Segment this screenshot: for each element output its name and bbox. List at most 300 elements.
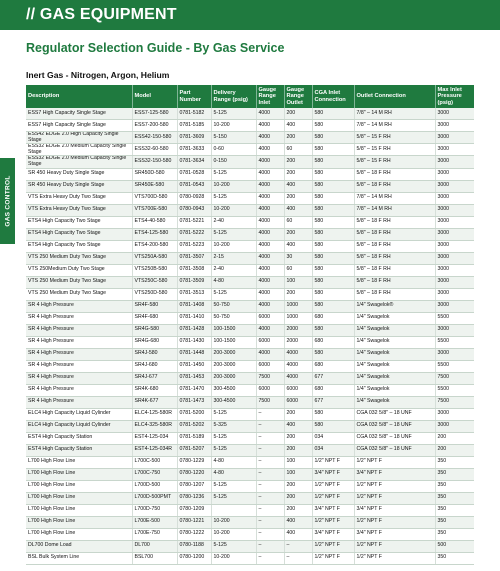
table-cell: ETS4-200-580 — [132, 240, 177, 252]
table-row — [26, 156, 474, 168]
table-row — [26, 348, 474, 360]
table-cell: 0-150 — [211, 156, 256, 168]
table-cell: 580 — [312, 192, 354, 204]
table-cell: 4000 — [284, 348, 312, 360]
table-cell: 0780-1236 — [177, 492, 211, 504]
table-cell: 580 — [312, 420, 354, 432]
table-cell: 10-200 — [211, 120, 256, 132]
table-cell: 350 — [435, 480, 474, 492]
table-cell: – — [256, 528, 284, 540]
table-cell: 5/8" – 18 F RH — [354, 228, 435, 240]
column-header: Max Inlet Pressure (psig) — [435, 85, 474, 108]
table-cell: 7/8" – 14 M RH — [354, 120, 435, 132]
table-cell: 5/8" – 18 F RH — [354, 240, 435, 252]
table-cell: 200 — [284, 432, 312, 444]
table-cell: 580 — [312, 180, 354, 192]
table-cell: DL700 — [132, 540, 177, 552]
table-cell: 0780-1221 — [177, 516, 211, 528]
table-cell: SR4F-580 — [132, 300, 177, 312]
table-cell: 034 — [312, 432, 354, 444]
table-cell: 3000 — [435, 108, 474, 120]
table-cell: VTS 250 Medium Duty Two Stage — [26, 276, 132, 288]
table-cell: 0781-3508 — [177, 264, 211, 276]
table-cell: 2-40 — [211, 216, 256, 228]
table-cell — [211, 504, 256, 516]
table-cell: 350 — [435, 516, 474, 528]
table-cell: 5-150 — [211, 132, 256, 144]
table-cell: VTS250C-580 — [132, 276, 177, 288]
table-cell: L700 High Flow Line — [26, 456, 132, 468]
table-row — [26, 396, 474, 408]
table-cell: 2-40 — [211, 264, 256, 276]
table-cell: L700C-500 — [132, 456, 177, 468]
table-cell: 10-200 — [211, 240, 256, 252]
table-cell: 4000 — [256, 252, 284, 264]
table-row — [26, 252, 474, 264]
table-cell: 4000 — [256, 192, 284, 204]
side-tab — [0, 158, 15, 244]
table-cell: 3000 — [435, 156, 474, 168]
table-cell: 680 — [312, 312, 354, 324]
table-cell: 580 — [312, 408, 354, 420]
table-cell: 5500 — [435, 312, 474, 324]
table-cell: 5/8" – 18 F RH — [354, 216, 435, 228]
table-cell: 350 — [435, 504, 474, 516]
table-cell: 4000 — [256, 168, 284, 180]
table-row — [26, 180, 474, 192]
table-cell: 5/8" – 18 F RH — [354, 264, 435, 276]
table-cell: ESS32 EDGE 2.0 Medium Capacity Single Stage — [26, 144, 132, 156]
table-cell: 5500 — [435, 384, 474, 396]
table-cell: EST4-125-034R — [132, 444, 177, 456]
table-cell: 100-1500 — [211, 324, 256, 336]
header-row — [26, 85, 474, 108]
table-cell: 1000 — [284, 300, 312, 312]
column-header: Model — [132, 85, 177, 108]
table-row — [26, 516, 474, 528]
table-row — [26, 360, 474, 372]
table-cell: ESS7-200-580 — [132, 120, 177, 132]
table-cell: – — [256, 480, 284, 492]
table-row — [26, 480, 474, 492]
table-cell: – — [284, 540, 312, 552]
table-cell: 0781-3509 — [177, 276, 211, 288]
table-cell: 580 — [312, 348, 354, 360]
table-row — [26, 144, 474, 156]
table-cell: 0781-1450 — [177, 360, 211, 372]
table-cell: 1/4" Swagelok — [354, 360, 435, 372]
table-cell: CGA 032 5/8" – 18 UNF — [354, 432, 435, 444]
table-cell: 1/2" NPT F — [312, 516, 354, 528]
table-cell: ESS32 EDGE 2.0 Medium Capacity Single Stage — [26, 156, 132, 168]
table-cell: – — [256, 456, 284, 468]
table-cell: 3000 — [435, 228, 474, 240]
table-cell: VTS 250 Medium Duty Two Stage — [26, 252, 132, 264]
table-cell: 3000 — [435, 180, 474, 192]
table-cell: SR 4 High Pressure — [26, 312, 132, 324]
table-row — [26, 120, 474, 132]
table-cell: 1/2" NPT F — [354, 516, 435, 528]
table-cell: 4000 — [284, 372, 312, 384]
table-row — [26, 288, 474, 300]
table-cell: 3000 — [435, 408, 474, 420]
table-cell: 50-750 — [211, 300, 256, 312]
table-cell: 0780-1207 — [177, 480, 211, 492]
table-cell: VTS250A-580 — [132, 252, 177, 264]
table-cell: 580 — [312, 228, 354, 240]
table-cell: 30 — [284, 252, 312, 264]
table-cell: 1/2" NPT F — [312, 540, 354, 552]
table-cell: 5-125 — [211, 168, 256, 180]
table-cell: 5500 — [435, 336, 474, 348]
table-cell: 580 — [312, 300, 354, 312]
table-cell: L700E-500 — [132, 516, 177, 528]
column-header: CGA Inlet Connection — [312, 85, 354, 108]
table-cell: 5/8" – 15 F RH — [354, 156, 435, 168]
table-cell: SR 4 High Pressure — [26, 384, 132, 396]
table-cell: 2000 — [284, 336, 312, 348]
table-cell: 10-200 — [211, 204, 256, 216]
table-cell: SR 4 High Pressure — [26, 324, 132, 336]
table-cell: 60 — [284, 216, 312, 228]
table-cell: L700 High Flow Line — [26, 468, 132, 480]
table-cell: 10-200 — [211, 552, 256, 564]
table-cell: 2-15 — [211, 252, 256, 264]
table-cell: 200 — [284, 132, 312, 144]
table-cell: 4000 — [256, 108, 284, 120]
table-cell: 200-3000 — [211, 348, 256, 360]
table-row — [26, 540, 474, 552]
table-cell: 580 — [312, 120, 354, 132]
table-cell: 5/8" – 18 F RH — [354, 276, 435, 288]
table-cell: ELC4-325-580R — [132, 420, 177, 432]
table-cell: 580 — [312, 108, 354, 120]
table-cell: VTS700D-580 — [132, 192, 177, 204]
table-cell: 677 — [312, 372, 354, 384]
table-cell: SR450E-580 — [132, 180, 177, 192]
table-cell: 4000 — [256, 132, 284, 144]
table-cell: – — [256, 504, 284, 516]
table-cell: 5-125 — [211, 408, 256, 420]
table-cell: 580 — [312, 156, 354, 168]
table-body — [26, 108, 474, 564]
table-cell: ESS7-125-580 — [132, 108, 177, 120]
table-cell: 4000 — [256, 228, 284, 240]
table-cell: VTS 250Medium Duty Two Stage — [26, 264, 132, 276]
table-cell: ESS7 High Capacity Single Stage — [26, 108, 132, 120]
table-cell: 200 — [284, 504, 312, 516]
table-cell: 0780-0943 — [177, 204, 211, 216]
table-cell: SR 450 Heavy Duty Single Stage — [26, 180, 132, 192]
table-cell: CGA 032 5/8" – 18 UNF — [354, 420, 435, 432]
table-cell: ETS4-40-580 — [132, 216, 177, 228]
table-cell: ELC4-125-580R — [132, 408, 177, 420]
column-header: Gauge Range Outlet — [284, 85, 312, 108]
table-cell: 2000 — [284, 324, 312, 336]
table-cell: 1/4" Swagelok — [354, 336, 435, 348]
table-row — [26, 384, 474, 396]
table-cell: 100-1500 — [211, 336, 256, 348]
table-cell: 580 — [312, 132, 354, 144]
table-cell: L700 High Flow Line — [26, 492, 132, 504]
table-row — [26, 312, 474, 324]
table-cell: 5-125 — [211, 192, 256, 204]
column-header: Gauge Range Inlet — [256, 85, 284, 108]
table-cell: VTS 250 Medium Duty Two Stage — [26, 288, 132, 300]
table-cell: 4000 — [256, 240, 284, 252]
table-cell: 0781-3634 — [177, 156, 211, 168]
table-cell: 680 — [312, 336, 354, 348]
table-cell: 1/2" NPT F — [312, 456, 354, 468]
page-banner: // GAS EQUIPMENT — [0, 0, 500, 30]
table-cell: SR4F-680 — [132, 312, 177, 324]
table-cell: 0781-3513 — [177, 288, 211, 300]
table-cell: 0781-3609 — [177, 132, 211, 144]
column-header: Delivery Range (psig) — [211, 85, 256, 108]
table-cell: 350 — [435, 492, 474, 504]
table-cell: 7/8" – 14 M RH — [354, 192, 435, 204]
table-cell: 3/4" NPT F — [354, 528, 435, 540]
table-cell: 350 — [435, 468, 474, 480]
table-cell: 5/8" – 15 F RH — [354, 132, 435, 144]
table-cell: – — [256, 432, 284, 444]
table-cell: VTS250B-580 — [132, 264, 177, 276]
table-cell: 200 — [284, 156, 312, 168]
table-cell: SR 4 High Pressure — [26, 348, 132, 360]
table-cell: 4000 — [256, 216, 284, 228]
table-cell: 200 — [284, 228, 312, 240]
table-cell: 4000 — [256, 180, 284, 192]
table-row — [26, 324, 474, 336]
table-cell: 1/4" Swagelok — [354, 396, 435, 408]
table-cell: 4000 — [256, 264, 284, 276]
table-cell: 4000 — [256, 324, 284, 336]
table-cell: 1/4" Swagelok — [354, 324, 435, 336]
table-cell: 0780-1220 — [177, 468, 211, 480]
table-cell: 3/4" NPT F — [312, 528, 354, 540]
table-cell: 680 — [312, 360, 354, 372]
table-cell: 3000 — [435, 204, 474, 216]
table-cell: 6000 — [256, 336, 284, 348]
table-cell: 5-125 — [211, 492, 256, 504]
table-cell: 400 — [284, 180, 312, 192]
table-cell: 3000 — [435, 348, 474, 360]
table-cell: 0781-1410 — [177, 312, 211, 324]
table-cell: – — [256, 516, 284, 528]
table-row — [26, 216, 474, 228]
table-cell: EST4-125-034 — [132, 432, 177, 444]
table-cell: 400 — [284, 516, 312, 528]
table-cell: – — [256, 468, 284, 480]
table-row — [26, 108, 474, 120]
table-cell: 580 — [312, 276, 354, 288]
table-cell: 200 — [284, 480, 312, 492]
table-cell: 1/2" NPT F — [312, 552, 354, 564]
table-cell: 0781-5222 — [177, 228, 211, 240]
table-cell: 3000 — [435, 120, 474, 132]
table-cell: 10-200 — [211, 180, 256, 192]
table-cell: 0781-1408 — [177, 300, 211, 312]
table-cell: 400 — [284, 240, 312, 252]
table-cell: 7500 — [435, 372, 474, 384]
table-cell: 7500 — [435, 396, 474, 408]
table-cell: – — [256, 420, 284, 432]
table-cell: 4000 — [256, 156, 284, 168]
table-cell: SR 4 High Pressure — [26, 300, 132, 312]
table-cell: 4-80 — [211, 456, 256, 468]
table-cell: 400 — [284, 528, 312, 540]
table-cell: ESS32-150-580 — [132, 156, 177, 168]
table-row — [26, 468, 474, 480]
table-cell: 7/8" – 14 M RH — [354, 108, 435, 120]
table-cell: 1/2" NPT F — [354, 492, 435, 504]
table-row — [26, 552, 474, 564]
table-cell: 200 — [284, 444, 312, 456]
table-cell: 1/2" NPT F — [312, 480, 354, 492]
table-cell: 5/8" – 15 F RH — [354, 144, 435, 156]
table-cell: 3000 — [435, 300, 474, 312]
table-cell: SR4K-677 — [132, 396, 177, 408]
table-cell: 0781-1453 — [177, 372, 211, 384]
table-cell: 3000 — [435, 192, 474, 204]
table-cell: SR4J-677 — [132, 372, 177, 384]
table-cell: ELC4 High Capacity Liquid Cylinder — [26, 420, 132, 432]
table-cell: – — [256, 540, 284, 552]
table-cell: 1/4" Swagelok — [354, 372, 435, 384]
table-cell: 0781-5200 — [177, 408, 211, 420]
table-cell: 3000 — [435, 168, 474, 180]
table-cell: 0781-5202 — [177, 420, 211, 432]
table-cell: 3000 — [435, 276, 474, 288]
table-cell: 300-4500 — [211, 384, 256, 396]
table-cell: 4-80 — [211, 468, 256, 480]
table-cell: 5-125 — [211, 480, 256, 492]
table-cell: 5-125 — [211, 432, 256, 444]
table-cell: 5/8" – 18 F RH — [354, 180, 435, 192]
table-cell: 3/4" NPT F — [312, 504, 354, 516]
table-cell: ETS4 High Capacity Two Stage — [26, 228, 132, 240]
regulator-table — [26, 85, 474, 565]
table-cell: ETS4-125-580 — [132, 228, 177, 240]
table-row — [26, 300, 474, 312]
column-header: Description — [26, 85, 132, 108]
table-cell: 350 — [435, 456, 474, 468]
table-cell: 50-750 — [211, 312, 256, 324]
table-cell: 100 — [284, 456, 312, 468]
table-cell: 3/4" NPT F — [312, 468, 354, 480]
table-cell: – — [256, 408, 284, 420]
table-cell: 0781-5207 — [177, 444, 211, 456]
table-cell: 7500 — [256, 396, 284, 408]
table-cell: 3/4" NPT F — [354, 468, 435, 480]
table-cell: 0781-3507 — [177, 252, 211, 264]
table-cell: 6000 — [256, 360, 284, 372]
table-row — [26, 432, 474, 444]
table-cell: CGA 032 5/8" – 18 UNF — [354, 444, 435, 456]
table-cell: 3000 — [435, 288, 474, 300]
table-cell: 4000 — [256, 276, 284, 288]
table-cell: SR4G-580 — [132, 324, 177, 336]
table-cell: 6000 — [256, 384, 284, 396]
table-cell: 1/4" Swagelok — [354, 312, 435, 324]
table-row — [26, 264, 474, 276]
table-cell: L700 High Flow Line — [26, 504, 132, 516]
table-header — [26, 85, 474, 108]
table-row — [26, 228, 474, 240]
table-cell: 0781-5189 — [177, 432, 211, 444]
table-cell: 6000 — [284, 384, 312, 396]
table-cell: 0781-1428 — [177, 324, 211, 336]
table-cell: 350 — [435, 528, 474, 540]
table-cell: SR 4 High Pressure — [26, 336, 132, 348]
table-cell: SR 4 High Pressure — [26, 372, 132, 384]
table-cell: 300-4500 — [211, 396, 256, 408]
table-cell: – — [256, 444, 284, 456]
table-cell: SR450D-580 — [132, 168, 177, 180]
table-cell: VTS700E-580 — [132, 204, 177, 216]
table-cell: 0781-3633 — [177, 144, 211, 156]
table-cell: L700D-750 — [132, 504, 177, 516]
table-cell: 1/2" NPT F — [354, 456, 435, 468]
table-cell: 3000 — [435, 216, 474, 228]
table-cell: 580 — [312, 216, 354, 228]
table-cell: 10-200 — [211, 516, 256, 528]
table-cell: VTS Extra Heavy Duty Two Stage — [26, 204, 132, 216]
table-cell: 400 — [284, 120, 312, 132]
table-cell: 1000 — [284, 312, 312, 324]
table-cell: 6000 — [284, 396, 312, 408]
table-cell: 1/4" Swagelok — [354, 348, 435, 360]
table-cell: SR4G-680 — [132, 336, 177, 348]
table-cell: L700 High Flow Line — [26, 516, 132, 528]
table-row — [26, 192, 474, 204]
table-row — [26, 204, 474, 216]
table-cell: 3000 — [435, 324, 474, 336]
table-cell: 3000 — [435, 240, 474, 252]
table-cell: 5-125 — [211, 228, 256, 240]
table-cell: SR4J-680 — [132, 360, 177, 372]
side-tab-label: GAS CONTROL — [4, 175, 11, 227]
table-cell: 4000 — [256, 348, 284, 360]
table-cell: 580 — [312, 288, 354, 300]
table-cell: 5/8" – 18 F RH — [354, 288, 435, 300]
table-cell: 4000 — [256, 204, 284, 216]
table-cell: 580 — [312, 252, 354, 264]
table-cell: 350 — [435, 552, 474, 564]
table-cell: L700D-500PMT — [132, 492, 177, 504]
table-cell: 677 — [312, 396, 354, 408]
table-row — [26, 276, 474, 288]
table-row — [26, 492, 474, 504]
table-cell: 0780-1209 — [177, 504, 211, 516]
table-cell: BSL700 — [132, 552, 177, 564]
table-cell: VTS250D-580 — [132, 288, 177, 300]
table-cell: ESS7 High Capacity Single Stage — [26, 120, 132, 132]
table-cell: 10-200 — [211, 528, 256, 540]
table-cell: 3000 — [435, 420, 474, 432]
table-cell: 5/8" – 18 F RH — [354, 168, 435, 180]
column-header: Outlet Connection — [354, 85, 435, 108]
table-cell: ESS42 EDGE 2.0 High Capacity Single Stage — [26, 132, 132, 144]
table-cell: 7500 — [256, 372, 284, 384]
table-cell: – — [284, 552, 312, 564]
table-cell: 200 — [284, 288, 312, 300]
table-cell: 5-125 — [211, 108, 256, 120]
table-cell: DL700 Dome Load — [26, 540, 132, 552]
table-cell: 5/8" – 18 F RH — [354, 252, 435, 264]
table-cell: CGA 032 5/8" – 18 UNF — [354, 408, 435, 420]
table-cell: L700 High Flow Line — [26, 528, 132, 540]
